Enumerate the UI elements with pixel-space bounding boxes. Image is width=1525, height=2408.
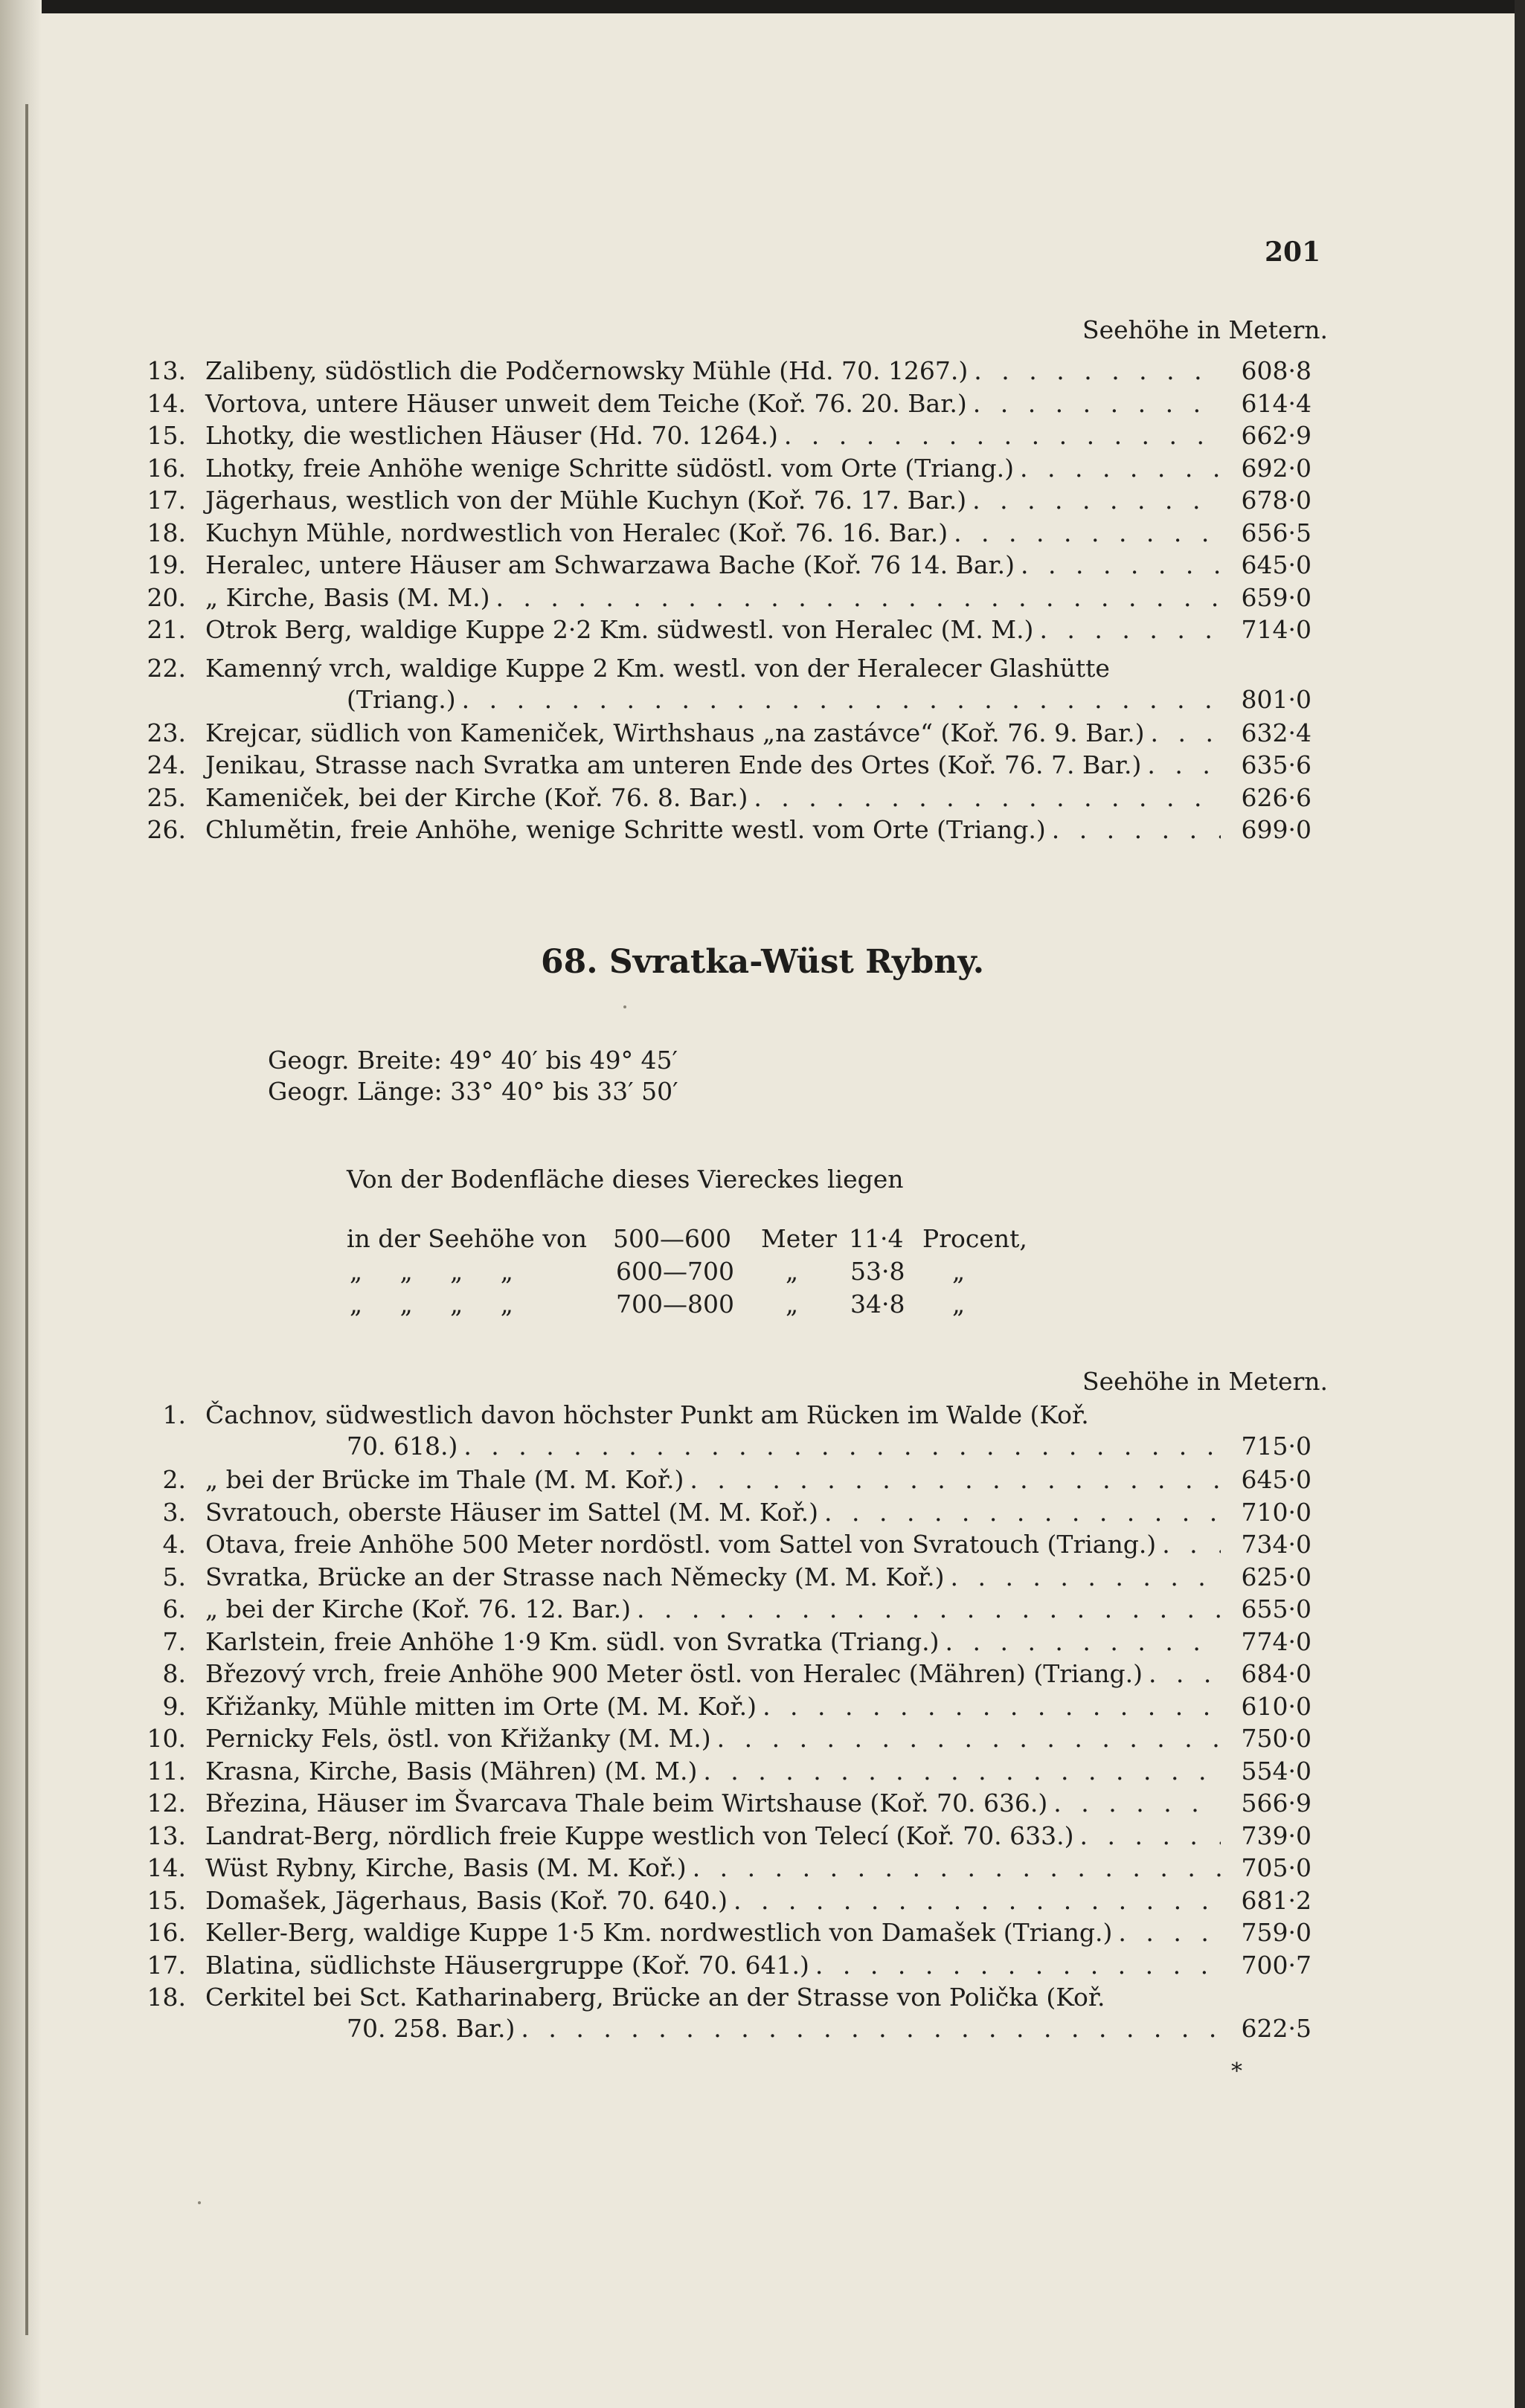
entry-location: 70. 258. Bar.) — [347, 2014, 516, 2043]
entry-body — [205, 550, 1312, 581]
entry-location: Cerkitel bei Sct. Katharinaberg, Brücke an der Strasse von Polička (Koř. — [205, 1983, 1105, 2012]
dot-leader — [1156, 1529, 1221, 1560]
footer-asterisk: * — [1231, 2058, 1242, 2085]
entry-line — [205, 388, 1312, 419]
elevation-percent: 34·8 — [850, 1290, 905, 1319]
entry-line — [205, 420, 1312, 451]
entry-body — [205, 1529, 1312, 1560]
dot-leader — [1015, 550, 1221, 581]
elevation-value: 625·0 — [1241, 1562, 1312, 1591]
entry-line — [205, 1982, 1312, 2013]
entry-location: Zalibeny, südöstlich die Podčernowsky Mühle (Hd. 70. 1267.) — [205, 356, 969, 385]
entry-number: 6. — [162, 1594, 186, 1623]
entry-number: 25. — [147, 782, 186, 812]
dot-leader — [1145, 718, 1221, 749]
entry-location: Vortova, untere Häuser unweit dem Teiche (Koř. 76. 20. Bar.) — [205, 388, 967, 418]
dot-leader — [684, 1464, 1221, 1496]
entry-location: Kamenný vrch, waldige Kuppe 2 Km. westl. von der Heralecer Glashütte — [205, 653, 1110, 683]
entry-number: 17. — [147, 486, 186, 515]
entry-number: 1. — [162, 1400, 186, 1429]
elevation-value: 622·5 — [1241, 2014, 1312, 2043]
entry-line — [205, 1885, 1312, 1916]
dot-leader — [456, 684, 1221, 715]
elevation-row — [347, 1290, 1091, 1321]
entry-body — [205, 518, 1312, 549]
entry-line — [205, 1788, 1312, 1819]
entry-number: 9. — [162, 1691, 186, 1721]
entry-location: Březový vrch, freie Anhöhe 900 Meter östl. von Heralec (Mähren) (Triang.) — [205, 1659, 1143, 1688]
elevation-value: 774·0 — [1241, 1626, 1312, 1656]
elevation-value: 566·9 — [1241, 1789, 1312, 1818]
elevation-value: 734·0 — [1241, 1530, 1312, 1559]
elevation-value: 626·6 — [1241, 782, 1312, 812]
entry-number: 18. — [147, 518, 186, 547]
dot-leader — [1047, 1788, 1221, 1819]
elevation-value: 699·0 — [1241, 815, 1312, 844]
elevation-value: 801·0 — [1241, 684, 1312, 714]
entry-body — [205, 1821, 1312, 1852]
scan-binding-shadow — [0, 0, 42, 2408]
entry-number: 11. — [147, 1756, 186, 1786]
entry-body — [205, 750, 1312, 781]
dot-leader — [968, 355, 1221, 387]
scan-gutter-line — [25, 104, 28, 2335]
dot-leader — [809, 1950, 1221, 1981]
entry-line — [205, 1852, 1312, 1884]
elevation-value: 705·0 — [1241, 1853, 1312, 1882]
entry-body — [205, 782, 1312, 814]
dot-leader — [711, 1723, 1221, 1754]
dot-leader — [515, 2013, 1221, 2044]
entry-location: Svratouch, oberste Häuser im Sattel (M. M. Koř.) — [205, 1497, 819, 1527]
elevation-value: 759·0 — [1241, 1918, 1312, 1947]
dot-leader — [966, 485, 1221, 516]
entry-line — [205, 1529, 1312, 1560]
scan-right-edge — [1515, 0, 1525, 2408]
entry-body — [205, 1691, 1312, 1722]
entry-line — [205, 1917, 1312, 1948]
entry-body — [205, 1594, 1312, 1625]
elevation-range: 600—700 — [616, 1257, 734, 1286]
entry-line — [205, 1562, 1312, 1593]
entry-body — [205, 814, 1312, 846]
elevation-percent-unit: Procent, — [922, 1224, 1027, 1253]
entry-location: (Triang.) — [347, 684, 456, 714]
entry-location: Kuchyn Mühle, nordwestlich von Heralec (Koř. 76. 16. Bar.) — [205, 518, 948, 547]
dot-leader — [728, 1885, 1221, 1916]
entry-number: 10. — [147, 1724, 186, 1753]
entry-number: 17. — [147, 1950, 186, 1980]
entry-line — [205, 1691, 1312, 1722]
entry-location: Karlstein, freie Anhöhe 1·9 Km. südl. von Svratka (Triang.) — [205, 1626, 940, 1656]
entry-location: Jenikau, Strasse nach Svratka am unteren Ende des Ortes (Koř. 76. 7. Bar.) — [205, 750, 1142, 779]
entry-number: 8. — [162, 1659, 186, 1688]
entry-location: Křižanky, Mühle mitten im Orte (M. M. Koř.) — [205, 1691, 757, 1721]
entry-number: 5. — [162, 1562, 186, 1591]
dot-leader — [757, 1691, 1221, 1722]
elevation-value: 692·0 — [1241, 453, 1312, 483]
elevation-value: 678·0 — [1241, 486, 1312, 515]
dot-leader — [967, 388, 1221, 419]
entry-location: Blatina, südlichste Häusergruppe (Koř. 70. 641.) — [205, 1950, 809, 1980]
elevation-value: 750·0 — [1241, 1724, 1312, 1753]
dot-leader — [458, 1431, 1221, 1462]
entry-number: 20. — [147, 582, 186, 612]
entry-location: „ bei der Brücke im Thale (M. M. Koř.) — [205, 1465, 684, 1494]
entry-line — [205, 518, 1312, 549]
scan-top-edge — [0, 0, 1525, 13]
dot-leader — [1141, 750, 1221, 781]
entry-line — [205, 1626, 1312, 1658]
dot-leader — [489, 582, 1221, 614]
entry-number: 12. — [147, 1789, 186, 1818]
entry-line — [205, 750, 1312, 781]
elevation-value: 614·4 — [1241, 388, 1312, 418]
elevation-percent-unit: „ — [952, 1290, 966, 1319]
elevation-value: 715·0 — [1241, 1432, 1312, 1461]
entry-number: 26. — [147, 815, 186, 844]
entry-body — [205, 388, 1312, 419]
entry-number: 14. — [147, 1853, 186, 1882]
entry-body — [205, 582, 1312, 614]
unit-label-top: Seehöhe in Metern. — [1082, 315, 1328, 344]
entry-line — [205, 2013, 1312, 2044]
section-heading: 68. Svratka-Wüst Rybny. — [540, 943, 985, 981]
entry-body — [205, 1562, 1312, 1593]
entry-number: 23. — [147, 718, 186, 747]
entry-location: Domašek, Jägerhaus, Basis (Koř. 70. 640.) — [205, 1885, 728, 1915]
elevation-percent: 53·8 — [850, 1257, 905, 1286]
entry-location: Wüst Rybny, Kirche, Basis (M. M. Koř.) — [205, 1853, 687, 1882]
elevation-value: 608·8 — [1241, 356, 1312, 385]
entry-body — [205, 653, 1312, 715]
entry-number: 7. — [162, 1626, 186, 1656]
elevation-unit: „ — [786, 1257, 799, 1286]
scan-speck — [623, 1005, 626, 1008]
entry-line — [205, 1431, 1312, 1462]
elevation-value: 645·0 — [1241, 550, 1312, 579]
entry-number: 3. — [162, 1497, 186, 1527]
entry-body — [205, 485, 1312, 516]
entry-line — [205, 782, 1312, 814]
dot-leader — [697, 1756, 1221, 1787]
geo-longitude: Geogr. Länge: 33° 40° bis 33′ 50′ — [268, 1077, 678, 1106]
elevation-value: 714·0 — [1241, 615, 1312, 644]
elevation-value: 684·0 — [1241, 1659, 1312, 1688]
unit-label-bottom: Seehöhe in Metern. — [1082, 1367, 1328, 1396]
elevation-prefix: in der Seehöhe von — [347, 1224, 588, 1253]
entry-line — [205, 1821, 1312, 1852]
entry-line — [205, 1658, 1312, 1690]
entry-line — [205, 718, 1312, 749]
dot-leader — [778, 420, 1221, 451]
elevation-intro: Von der Bodenfläche dieses Viereckes liegen — [347, 1165, 904, 1194]
dot-leader — [1014, 453, 1221, 484]
elevation-value: 554·0 — [1241, 1756, 1312, 1786]
entry-line — [205, 1400, 1312, 1431]
entry-line — [205, 1950, 1312, 1981]
entry-body — [205, 1464, 1312, 1496]
entry-body — [205, 1788, 1312, 1819]
entry-location: Pernicky Fels, östl. von Křižanky (M. M.) — [205, 1724, 711, 1753]
entry-body — [205, 1723, 1312, 1754]
entry-location: Chlumětin, freie Anhöhe, wenige Schritte westl. vom Orte (Triang.) — [205, 815, 1046, 844]
dot-leader — [631, 1594, 1221, 1625]
entry-location: Landrat-Berg, nördlich freie Kuppe westlich von Telecí (Koř. 70. 633.) — [205, 1821, 1074, 1850]
entry-line — [205, 453, 1312, 484]
dot-leader — [818, 1497, 1221, 1528]
entry-body — [205, 1400, 1312, 1462]
elevation-value: 632·4 — [1241, 718, 1312, 747]
entry-body — [205, 420, 1312, 451]
entry-location: Čachnov, südwestlich davon höchster Punkt am Rücken im Walde (Koř. — [205, 1400, 1089, 1429]
entry-location: Jägerhaus, westlich von der Mühle Kuchyn (Koř. 76. 17. Bar.) — [205, 486, 967, 515]
scan-speck — [198, 2201, 201, 2204]
elevation-range: 500—600 — [613, 1224, 731, 1253]
dot-leader — [748, 782, 1221, 814]
entry-body — [205, 1626, 1312, 1658]
entry-number: 15. — [147, 1885, 186, 1915]
entry-number: 13. — [147, 356, 186, 385]
dot-leader — [1033, 614, 1221, 646]
entry-line — [205, 485, 1312, 516]
entry-location: 70. 618.) — [347, 1432, 458, 1461]
entry-body — [205, 1950, 1312, 1981]
entry-number: 4. — [162, 1530, 186, 1559]
entry-body — [205, 1982, 1312, 2044]
elevation-value: 610·0 — [1241, 1691, 1312, 1721]
entry-body — [205, 1756, 1312, 1787]
entry-number: 19. — [147, 550, 186, 579]
elevation-percent: 11·4 — [849, 1224, 904, 1253]
entry-number: 16. — [147, 453, 186, 483]
page-number: 201 — [1265, 236, 1321, 268]
entry-number: 2. — [162, 1465, 186, 1494]
entry-number: 15. — [147, 421, 186, 450]
dot-leader — [1143, 1658, 1221, 1690]
entry-line — [205, 614, 1312, 646]
elevation-unit: Meter — [761, 1224, 837, 1253]
dot-leader — [940, 1626, 1221, 1658]
entry-number: 13. — [147, 1821, 186, 1850]
entry-location: Kameniček, bei der Kirche (Koř. 76. 8. Bar.) — [205, 782, 748, 812]
entry-body — [205, 1852, 1312, 1884]
elevation-percent-unit: „ — [952, 1257, 966, 1286]
elevation-value: 662·9 — [1241, 421, 1312, 450]
elevation-value: 659·0 — [1241, 582, 1312, 612]
dot-leader — [1074, 1821, 1221, 1852]
elevation-value: 739·0 — [1241, 1821, 1312, 1850]
elevation-prefix: „ „ „ „ — [350, 1257, 513, 1286]
entry-location: Lhotky, freie Anhöhe wenige Schritte südöstl. vom Orte (Triang.) — [205, 453, 1014, 483]
entry-body — [205, 718, 1312, 749]
entry-body — [205, 1885, 1312, 1916]
elevation-unit: „ — [786, 1290, 799, 1319]
entry-line — [205, 684, 1312, 715]
entry-number: 21. — [147, 615, 186, 644]
elevation-value: 655·0 — [1241, 1594, 1312, 1623]
elevation-prefix: „ „ „ „ — [350, 1290, 513, 1319]
entry-location: Svratka, Brücke an der Strasse nach Německy (M. M. Koř.) — [205, 1562, 945, 1591]
entry-location: Krasna, Kirche, Basis (Mähren) (M. M.) — [205, 1756, 698, 1786]
entry-line — [205, 653, 1312, 684]
entry-location: Lhotky, die westlichen Häuser (Hd. 70. 1264.) — [205, 421, 778, 450]
elevation-value: 710·0 — [1241, 1497, 1312, 1527]
entry-body — [205, 1658, 1312, 1690]
entry-location: Březina, Häuser im Švarcava Thale beim Wirtshause (Koř. 70. 636.) — [205, 1789, 1048, 1818]
entry-line — [205, 550, 1312, 581]
entry-line — [205, 1464, 1312, 1496]
elevation-value: 656·5 — [1241, 518, 1312, 547]
elevation-value: 681·2 — [1241, 1885, 1312, 1915]
entry-location: Heralec, untere Häuser am Schwarzawa Bache (Koř. 76 14. Bar.) — [205, 550, 1015, 579]
entry-location: Keller-Berg, waldige Kuppe 1·5 Km. nordwestlich von Damašek (Triang.) — [205, 1918, 1113, 1947]
geo-latitude: Geogr. Breite: 49° 40′ bis 49° 45′ — [268, 1046, 678, 1075]
entry-line — [205, 1723, 1312, 1754]
entry-location: Krejcar, südlich von Kameniček, Wirthshaus „na zastávce“ (Koř. 76. 9. Bar.) — [205, 718, 1145, 747]
entry-location: „ bei der Kirche (Koř. 76. 12. Bar.) — [205, 1594, 631, 1623]
entry-line — [205, 355, 1312, 387]
dot-leader — [687, 1852, 1221, 1884]
entry-number: 16. — [147, 1918, 186, 1947]
elevation-value: 700·7 — [1241, 1950, 1312, 1980]
dot-leader — [1112, 1917, 1221, 1948]
elevation-value: 645·0 — [1241, 1465, 1312, 1494]
entry-number: 24. — [147, 750, 186, 779]
entry-body — [205, 453, 1312, 484]
entry-line — [205, 814, 1312, 846]
entry-line — [205, 1497, 1312, 1528]
entry-location: Otrok Berg, waldige Kuppe 2·2 Km. südwestl. von Heralec (M. M.) — [205, 615, 1034, 644]
entry-body — [205, 1917, 1312, 1948]
dot-leader — [948, 518, 1221, 549]
entry-line — [205, 582, 1312, 614]
entry-body — [205, 355, 1312, 387]
elevation-row — [347, 1224, 1091, 1255]
entry-number: 18. — [147, 1983, 186, 2012]
entry-body — [205, 614, 1312, 646]
elevation-range: 700—800 — [616, 1290, 734, 1319]
entry-number: 22. — [147, 653, 186, 683]
entry-location: Otava, freie Anhöhe 500 Meter nordöstl. vom Sattel von Svratouch (Triang.) — [205, 1530, 1157, 1559]
entry-location: „ Kirche, Basis (M. M.) — [205, 582, 490, 612]
entry-line — [205, 1594, 1312, 1625]
elevation-row — [347, 1257, 1091, 1288]
dot-leader — [1046, 814, 1221, 846]
entry-number: 14. — [147, 388, 186, 418]
elevation-value: 635·6 — [1241, 750, 1312, 779]
entry-body — [205, 1497, 1312, 1528]
entry-line — [205, 1756, 1312, 1787]
dot-leader — [944, 1562, 1221, 1593]
